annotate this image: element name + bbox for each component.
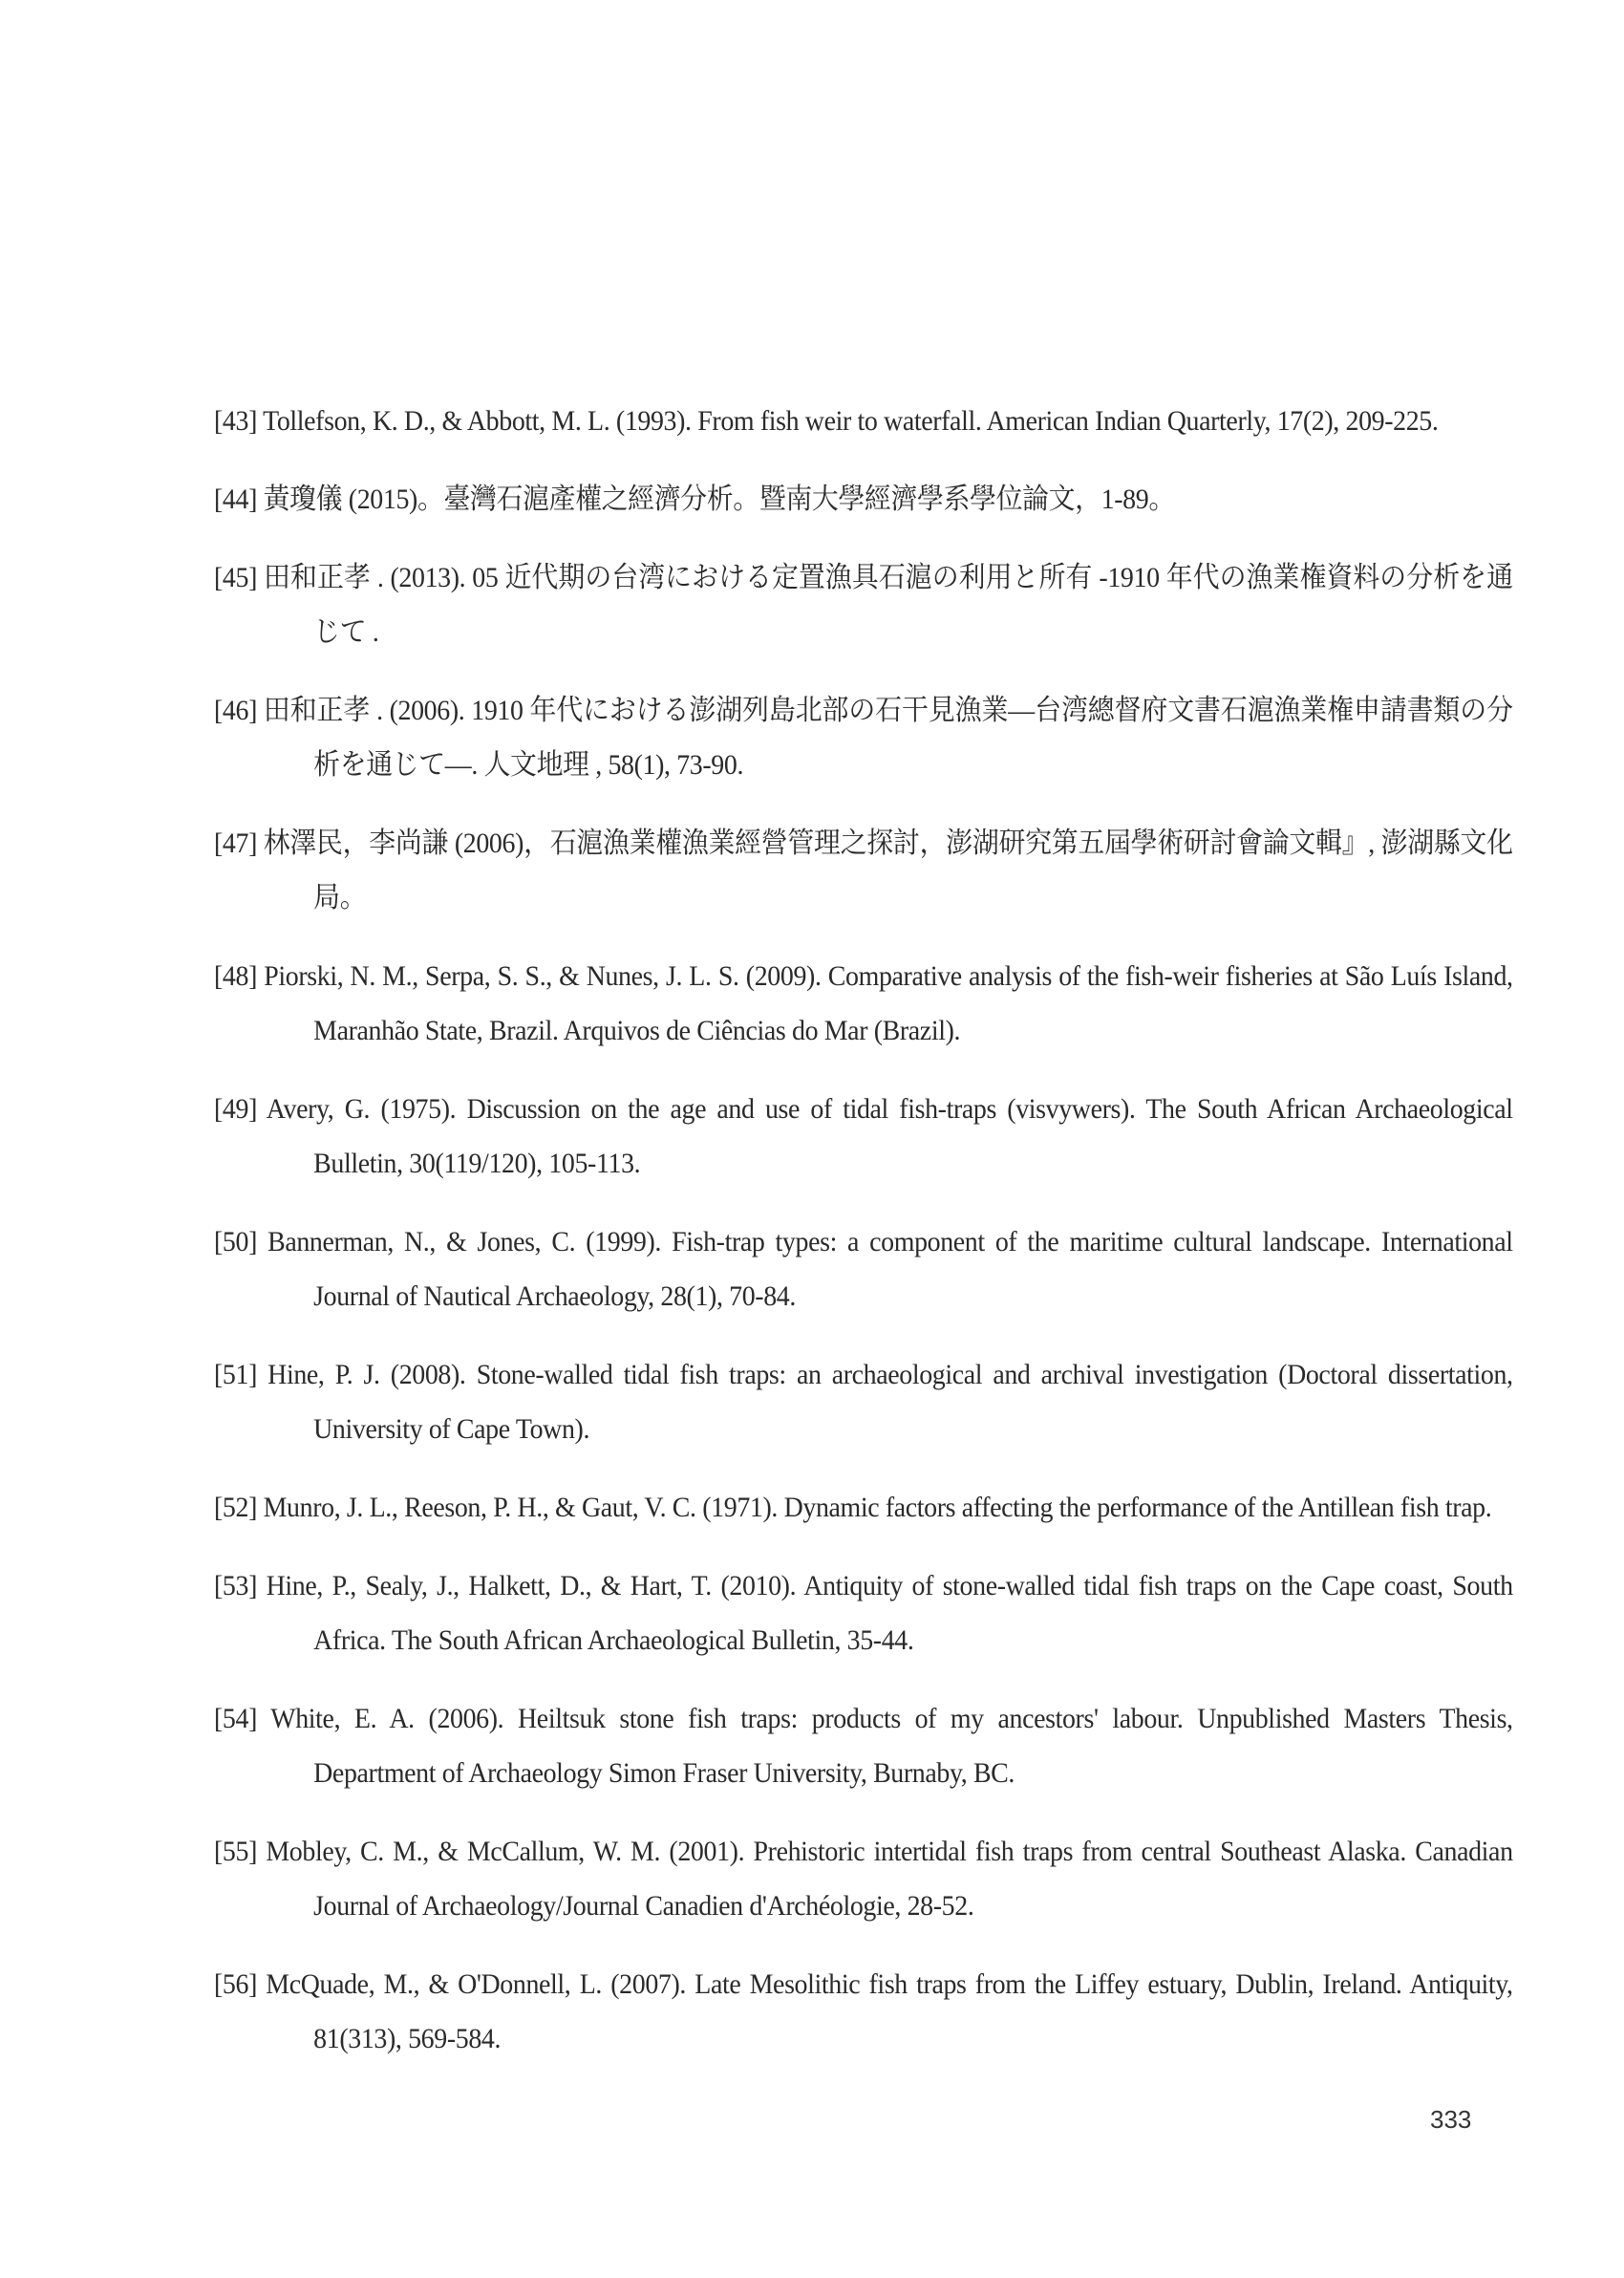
reference-number: [50] bbox=[214, 1226, 258, 1257]
reference-number: [56] bbox=[214, 1968, 258, 2000]
reference-number: [49] bbox=[214, 1093, 258, 1125]
reference-text: 黃瓊儀 (2015)。臺灣石滬產權之經濟分析。暨南大學經濟學系學位論文，1-89。 bbox=[263, 484, 1175, 515]
reference-item bbox=[214, 816, 1513, 925]
reference-list bbox=[214, 394, 1513, 2090]
reference-text: White, E. A. (2006). Heiltsuk stone fish traps: products of my ancestors' labour. Unpublished Masters Thesis, Department of Archaeology Simon Fraser University, Burnaby, BC. bbox=[270, 1703, 1513, 1789]
reference-text: Bannerman, N., & Jones, C. (1999). Fish-trap types: a component of the maritime cultural landscape. International Journal of Nautical Archaeology, 28(1), 70-84. bbox=[267, 1226, 1513, 1312]
reference-text: Piorski, N. M., Serpa, S. S., & Nunes, J. L. S. (2009). Comparative analysis of the fish-weir fisheries at São Luís Island, Maranhão State, Brazil. Arquivos de Ciências do Mar (Brazil). bbox=[264, 960, 1513, 1046]
reference-number: [43] bbox=[214, 405, 258, 437]
reference-item bbox=[214, 472, 1513, 527]
reference-item bbox=[214, 1691, 1513, 1800]
reference-item bbox=[214, 1347, 1513, 1456]
reference-text: 田和正孝 . (2013). 05 近代期の台湾における定置漁具石滬の利用と所有 -1910 年代の漁業権資料の分析を通じて . bbox=[264, 562, 1513, 648]
reference-number: [51] bbox=[214, 1359, 258, 1390]
reference-item bbox=[214, 550, 1513, 659]
reference-item bbox=[214, 1824, 1513, 1933]
reference-number: [54] bbox=[214, 1703, 258, 1734]
reference-number: [45] bbox=[214, 562, 258, 593]
reference-number: [52] bbox=[214, 1492, 258, 1523]
reference-text: Munro, J. L., Reeson, P. H., & Gaut, V. C. (1971). Dynamic factors affecting the performance of the Antillean fish trap. bbox=[263, 1492, 1492, 1523]
reference-text: Tollefson, K. D., & Abbott, M. L. (1993). From fish weir to waterfall. American Indian Quarterly, 17(2), 209-225. bbox=[263, 405, 1439, 437]
reference-item bbox=[214, 949, 1513, 1058]
reference-item bbox=[214, 1957, 1513, 2066]
reference-text: Mobley, C. M., & McCallum, W. M. (2001). Prehistoric intertidal fish traps from central Southeast Alaska. Canadian Journal of Archaeology/Journal Canadien d'Archéologie, 28-52. bbox=[266, 1836, 1513, 1922]
reference-item bbox=[214, 1214, 1513, 1323]
reference-text: Avery, G. (1975). Discussion on the age and use of tidal fish-traps (visvywers). The South African Archaeological Bulletin, 30(119/120), 105-113. bbox=[266, 1093, 1513, 1179]
reference-number: [47] bbox=[214, 827, 258, 859]
reference-number: [53] bbox=[214, 1570, 258, 1601]
reference-number: [55] bbox=[214, 1836, 258, 1867]
reference-number: [46] bbox=[214, 695, 258, 726]
reference-item bbox=[214, 1558, 1513, 1667]
reference-number: [48] bbox=[214, 960, 258, 992]
reference-item bbox=[214, 394, 1513, 448]
reference-item bbox=[214, 1082, 1513, 1191]
reference-text: McQuade, M., & O'Donnell, L. (2007). Late Mesolithic fish traps from the Liffey estuary, Dublin, Ireland. Antiquity, 81(313), 569-584. bbox=[266, 1968, 1513, 2054]
reference-number: [44] bbox=[214, 484, 258, 515]
reference-text: 田和正孝 . (2006). 1910 年代における澎湖列島北部の石干見漁業—台湾總督府文書石滬漁業権申請書類の分析を通じて—. 人文地理 , 58(1), 73-90. bbox=[263, 695, 1513, 781]
reference-text: Hine, P., Sealy, J., Halkett, D., & Hart, T. (2010). Antiquity of stone-walled tidal fish traps on the Cape coast, South Africa. The South African Archaeological Bulletin, 35-44. bbox=[266, 1570, 1513, 1656]
reference-item bbox=[214, 683, 1513, 792]
reference-item bbox=[214, 1480, 1513, 1535]
page-number: 333 bbox=[1430, 2105, 1472, 2134]
reference-text: Hine, P. J. (2008). Stone-walled tidal fish traps: an archaeological and archival investigation (Doctoral dissertation, University of Cape Town). bbox=[267, 1359, 1513, 1445]
reference-text: 林澤民，李尚謙 (2006)，石滬漁業權漁業經營管理之探討，澎湖研究第五屆學術研討會論文輯』, 澎湖縣文化局。 bbox=[263, 827, 1513, 913]
